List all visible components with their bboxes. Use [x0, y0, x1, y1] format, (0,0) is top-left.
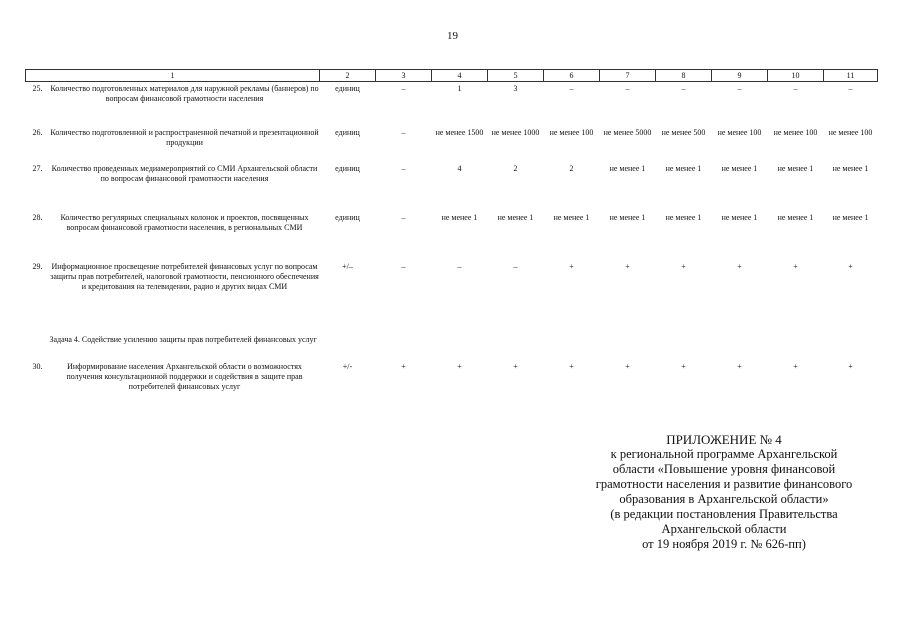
table-cell: +: [793, 261, 798, 271]
column-header: 11: [824, 70, 878, 82]
table-cell: не менее 1500: [435, 127, 484, 137]
table-cell: 1: [457, 84, 462, 93]
appendix-line: к региональной программе Архангельской: [610, 447, 838, 461]
column-header: 8: [656, 70, 712, 82]
table-cell: не менее 1: [665, 163, 702, 173]
table-cell: +: [401, 361, 406, 371]
table-cell: +: [681, 361, 686, 371]
table-cell: не менее 1: [777, 212, 814, 222]
table-cell: не менее 5000: [603, 127, 652, 137]
table-cell: +: [569, 261, 574, 271]
row-number: 25.: [32, 84, 43, 93]
table-cell: +: [737, 361, 742, 371]
column-header: 2: [320, 70, 376, 82]
table-cell: –: [401, 212, 406, 222]
table-cell: +: [681, 261, 686, 271]
indicators-table: [25, 69, 878, 410]
table-cell: не менее 1: [497, 212, 534, 222]
table-cell: 3: [513, 84, 518, 93]
table-cell: +: [625, 261, 630, 271]
table-cell: –: [625, 84, 630, 93]
appendix-title: ПРИЛОЖЕНИЕ № 4: [666, 432, 782, 447]
table-cell: не менее 1: [777, 163, 814, 173]
table-cell: +/-: [342, 361, 353, 371]
table-cell: –: [848, 84, 853, 93]
column-header: 4: [432, 70, 488, 82]
indicator-name: Количество подготовленной и распространенной печатной и презентационной продукции: [50, 127, 319, 147]
table-cell: –: [401, 84, 406, 93]
table-cell: –: [737, 84, 742, 93]
task-heading: Задача 4. Содействие усилению защиты прав потребителей финансовых услуг: [49, 334, 317, 344]
table-cell: единиц: [335, 84, 360, 93]
table-cell: не менее 1000: [491, 127, 540, 137]
table-row: [26, 162, 878, 211]
appendix-line: (в редакции постановления Правительства: [610, 507, 838, 521]
table-row: [26, 211, 878, 260]
row-number: 26.: [32, 127, 43, 137]
indicator-name: Количество проведенных медиамероприятий со СМИ Архангельской области по вопросам финансовой грамотности населения: [51, 163, 318, 183]
appendix-line: образования в Архангельской области»: [619, 492, 829, 506]
table-cell: +: [848, 261, 853, 271]
table-cell: не менее 1: [832, 163, 869, 173]
table-cell: не менее 1: [441, 212, 478, 222]
indicator-name: Количество подготовленных материалов для наружной рекламы (баннеров) по вопросам финансовой грамотности населения: [50, 84, 319, 103]
column-header: 1: [26, 70, 320, 82]
column-header: 6: [544, 70, 600, 82]
table-cell: единиц: [335, 163, 360, 173]
table-cell: 2: [513, 163, 518, 173]
table-row: [26, 260, 878, 322]
table-row: [26, 82, 878, 126]
table-cell: 4: [457, 163, 462, 173]
table-cell: не менее 1: [609, 212, 646, 222]
table-cell: –: [569, 84, 574, 93]
table-cell: не менее 1: [609, 163, 646, 173]
column-header: 5: [488, 70, 544, 82]
table-cell: +: [625, 361, 630, 371]
table-cell: не менее 1: [721, 163, 758, 173]
column-header: 9: [712, 70, 768, 82]
table-cell: не менее 100: [549, 127, 594, 137]
table-cell: не менее 100: [828, 127, 873, 137]
table-cell: –: [401, 261, 406, 271]
table-cell: +: [737, 261, 742, 271]
table-cell: +: [513, 361, 518, 371]
table-cell: не менее 1: [553, 212, 590, 222]
column-header: 10: [768, 70, 824, 82]
table-cell: единиц: [335, 212, 360, 222]
table-cell: +: [848, 361, 853, 371]
table-cell: 2: [569, 163, 574, 173]
table-cell: единиц: [335, 127, 360, 137]
indicator-name: Количество регулярных специальных колонок и проектов, посвященных вопросам финансовой грамотности населения, в региональных СМИ: [60, 212, 309, 232]
table-cell: –: [457, 261, 462, 271]
appendix-line: грамотности населения и развитие финансового: [595, 477, 853, 491]
row-number: 30.: [32, 361, 43, 371]
row-number: 27.: [32, 163, 43, 173]
table-cell: не менее 1: [665, 212, 702, 222]
column-header: 7: [600, 70, 656, 82]
indicator-name: Информирование населения Архангельской области о возможностях получения консультационной поддержки и содействия в защите прав потребителей финансовых услуг: [66, 361, 303, 391]
appendix-line: от 19 ноября 2019 г. № 626-пп): [642, 537, 806, 551]
table-cell: +/–: [342, 261, 353, 271]
table-cell: не менее 1: [832, 212, 869, 222]
table-cell: +: [457, 361, 462, 371]
table-cell: не менее 500: [661, 127, 706, 137]
column-header: 3: [376, 70, 432, 82]
table-cell: не менее 100: [773, 127, 818, 137]
task-row: [26, 322, 878, 360]
table-cell: +: [793, 361, 798, 371]
table-cell: –: [681, 84, 686, 93]
table-cell: не менее 100: [717, 127, 762, 137]
table-cell: не менее 1: [721, 212, 758, 222]
table-row: [26, 360, 878, 410]
row-number: 28.: [32, 212, 43, 222]
appendix-line: Архангельской области: [661, 522, 787, 536]
table-cell: –: [513, 261, 518, 271]
table-row: [26, 126, 878, 162]
page-number: 19: [447, 30, 458, 42]
row-number: 29.: [32, 261, 43, 271]
table-cell: –: [401, 163, 406, 173]
header-row: [26, 70, 878, 82]
indicator-name: Информационное просвещение потребителей финансовых услуг по вопросам защиты прав потребителей, налоговой грамотности, пенсионного обеспечения и кредитования на телевидении, радио и других видах СМИ: [50, 261, 319, 291]
appendix-line: области «Повышение уровня финансовой: [612, 462, 836, 476]
appendix-block: [560, 432, 888, 552]
table-cell: –: [401, 127, 406, 137]
table-cell: +: [569, 361, 574, 371]
table-cell: –: [793, 84, 798, 93]
